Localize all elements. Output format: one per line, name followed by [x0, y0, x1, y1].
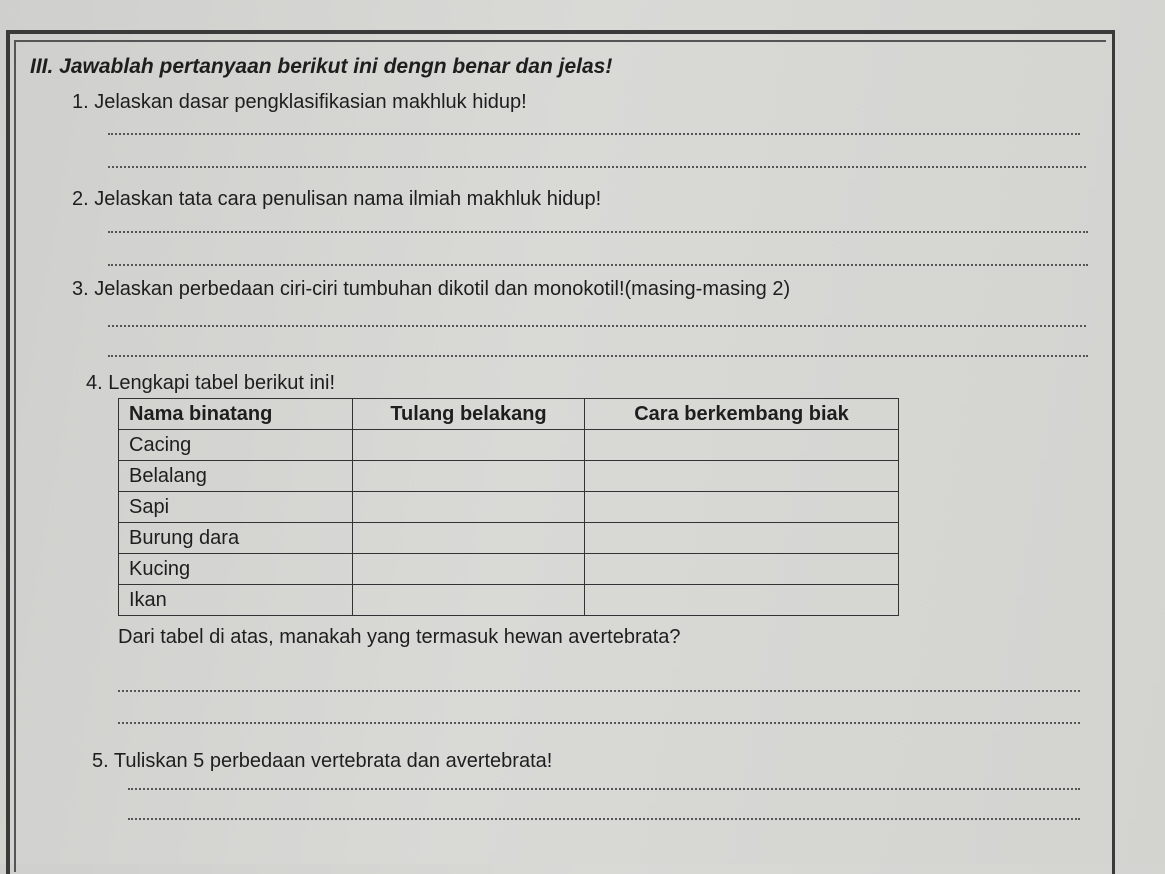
cell-cara-berkembang-biak[interactable] [585, 430, 899, 461]
table-row [119, 523, 899, 554]
question-5: 5. Tuliskan 5 perbedaan vertebrata dan avertebrata! [92, 750, 553, 772]
answer-line-2a[interactable] [108, 231, 1088, 233]
cell-animal-name: Burung dara [119, 523, 353, 554]
section-heading: III. Jawablah pertanyaan berikut ini dengn benar dan jelas! [30, 55, 613, 78]
answer-line-1b[interactable] [108, 166, 1086, 168]
cell-cara-berkembang-biak[interactable] [585, 492, 899, 523]
question-2: 2. Jelaskan tata cara penulisan nama ilmiah makhluk hidup! [72, 188, 602, 210]
question-4: 4. Lengkapi tabel berikut ini! [86, 372, 336, 394]
answer-line-4b[interactable] [118, 722, 1080, 724]
question-3: 3. Jelaskan perbedaan ciri-ciri tumbuhan dikotil dan monokotil!(masing-masing 2) [72, 278, 791, 300]
header-nama-binatang: Nama binatang [119, 399, 353, 430]
cell-animal-name: Sapi [119, 492, 353, 523]
answer-line-3b[interactable] [108, 355, 1088, 357]
cell-tulang-belakang[interactable] [353, 523, 585, 554]
table-row [119, 492, 899, 523]
animal-table [118, 398, 899, 616]
question-1: 1. Jelaskan dasar pengklasifikasian makhluk hidup! [72, 91, 527, 113]
header-tulang-belakang: Tulang belakang [353, 399, 585, 430]
cell-cara-berkembang-biak[interactable] [585, 523, 899, 554]
answer-line-5b[interactable] [128, 818, 1080, 820]
table-row [119, 554, 899, 585]
answer-line-5a[interactable] [128, 788, 1080, 790]
cell-animal-name: Ikan [119, 585, 353, 616]
cell-tulang-belakang[interactable] [353, 430, 585, 461]
header-cara-berkembang-biak: Cara berkembang biak [585, 399, 899, 430]
cell-animal-name: Belalang [119, 461, 353, 492]
table-row [119, 430, 899, 461]
cell-tulang-belakang[interactable] [353, 461, 585, 492]
table-header-row [119, 399, 899, 430]
answer-line-3a[interactable] [108, 325, 1086, 327]
answer-line-4a[interactable] [118, 690, 1080, 692]
answer-line-2b[interactable] [108, 264, 1088, 266]
cell-cara-berkembang-biak[interactable] [585, 554, 899, 585]
cell-animal-name: Kucing [119, 554, 353, 585]
cell-tulang-belakang[interactable] [353, 554, 585, 585]
cell-tulang-belakang[interactable] [353, 492, 585, 523]
followup-question: Dari tabel di atas, manakah yang termasuk hewan avertebrata? [118, 626, 681, 648]
cell-tulang-belakang[interactable] [353, 585, 585, 616]
table-row [119, 461, 899, 492]
cell-cara-berkembang-biak[interactable] [585, 585, 899, 616]
answer-line-1a[interactable] [108, 133, 1080, 135]
cell-animal-name: Cacing [119, 430, 353, 461]
table-row [119, 585, 899, 616]
cell-cara-berkembang-biak[interactable] [585, 461, 899, 492]
